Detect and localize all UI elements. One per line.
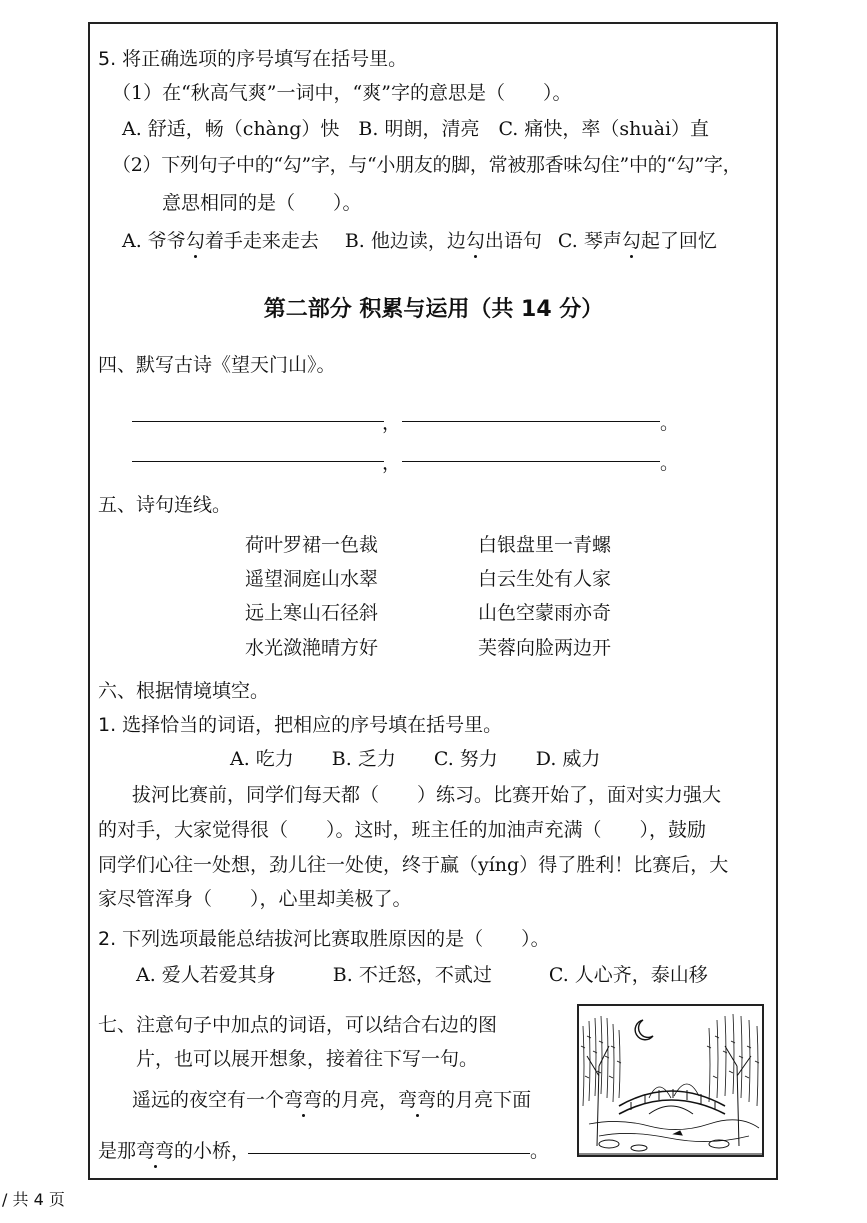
poem-right-line[interactable]: 白银盘里一青螺 — [478, 534, 612, 556]
poem-right-line[interactable]: 白云生处有人家 — [478, 568, 612, 590]
emphasis-dot-word: 勾 — [185, 230, 205, 252]
q5-sub2-line2: 意思相同的是（ ）。 — [162, 192, 362, 214]
comma: ， — [382, 452, 402, 474]
answer-line[interactable] — [132, 421, 384, 422]
poem-right-line[interactable]: 山色空蒙雨亦奇 — [478, 602, 612, 624]
poem-left-line[interactable]: 遥望洞庭山水翠 — [245, 568, 379, 590]
answer-line[interactable] — [132, 461, 384, 462]
q4-heading: 四、默写古诗《望天门山》。 — [98, 354, 336, 376]
match-heading: 五、诗句连线。 — [98, 494, 232, 516]
poem-left-line[interactable]: 远上寒山石径斜 — [245, 602, 379, 624]
q6-item1: 1. 选择恰当的词语，把相应的序号填在括号里。 — [98, 714, 503, 736]
q6-item2-options: A. 爱人若爱其身 B. 不迁怒，不贰过 C. 人心齐，泰山移 — [136, 964, 708, 986]
q6-heading: 六、根据情境填空。 — [98, 680, 270, 702]
period: 。 — [530, 1140, 550, 1162]
q6-item2: 2. 下列选项最能总结拔河比赛取胜原因的是（ ）。 — [98, 928, 550, 950]
q5-sub1: （1）在“秋高气爽”一词中，“爽”字的意思是（ ）。 — [112, 82, 572, 104]
emphasis-dot-word: 弯弯 — [136, 1140, 175, 1162]
q5-sub2-options: A. 爷爷勾着手走来走去 B. 他边读，边勾出语句 C. 琴声勾起了回忆 — [122, 230, 717, 252]
part2-title: 第二部分 积累与运用（共 14 分） — [263, 297, 604, 322]
q6-options: A. 吃力 B. 乏力 C. 努力 D. 威力 — [230, 748, 601, 770]
q5-sub2-line1: （2）下列句子中的“勾”字，与“小朋友的脚，常被那香味勾住”中的“勾”字， — [112, 154, 742, 176]
emphasis-dot-word: 弯弯 — [398, 1089, 437, 1111]
emphasis-dot-word: 勾 — [465, 230, 485, 252]
poem-left-line[interactable]: 荷叶罗裙一色裁 — [245, 534, 379, 556]
q5-sub1-options: A. 舒适，畅（chàng）快 B. 明朗，清亮 C. 痛快，率（shuài）直 — [122, 118, 710, 140]
emphasis-dot-word: 勾 — [621, 230, 641, 252]
answer-line[interactable] — [248, 1153, 530, 1154]
q6-para-line: 家尽管浑身（ ），心里却美极了。 — [98, 888, 412, 910]
poem-left-line[interactable]: 水光潋滟晴方好 — [245, 637, 379, 659]
answer-line[interactable] — [402, 461, 660, 462]
q6-para-line: 的对手，大家觉得很（ ）。这时，班主任的加油声充满（ ），鼓励 — [98, 819, 707, 841]
night-bridge-illustration — [577, 1004, 764, 1157]
answer-line[interactable] — [402, 421, 660, 422]
q7-sentence-line1: 遥远的夜空有一个弯弯的月亮，弯弯的月亮下面 — [132, 1089, 532, 1111]
period: 。 — [660, 412, 680, 434]
page-footer: / 共 4 页 — [2, 1190, 65, 1209]
q7-sentence-line2: 是那弯弯的小桥， — [98, 1140, 251, 1162]
q7-heading-line1: 七、注意句子中加点的词语，可以结合右边的图 — [98, 1014, 498, 1036]
poem-right-line[interactable]: 芙蓉向脸两边开 — [478, 637, 612, 659]
q6-para-line: 拔河比赛前，同学们每天都（ ）练习。比赛开始了，面对实力强大 — [132, 784, 722, 806]
q5-heading: 5. 将正确选项的序号填写在括号里。 — [98, 48, 408, 70]
period: 。 — [660, 452, 680, 474]
emphasis-dot-word: 弯弯 — [284, 1089, 323, 1111]
q7-heading-line2: 片，也可以展开想象，接着往下写一句。 — [136, 1048, 479, 1070]
comma: ， — [382, 412, 402, 434]
q6-para-line: 同学们心往一处想，劲儿往一处使，终于赢（yíng）得了胜利！比赛后，大 — [98, 854, 729, 876]
